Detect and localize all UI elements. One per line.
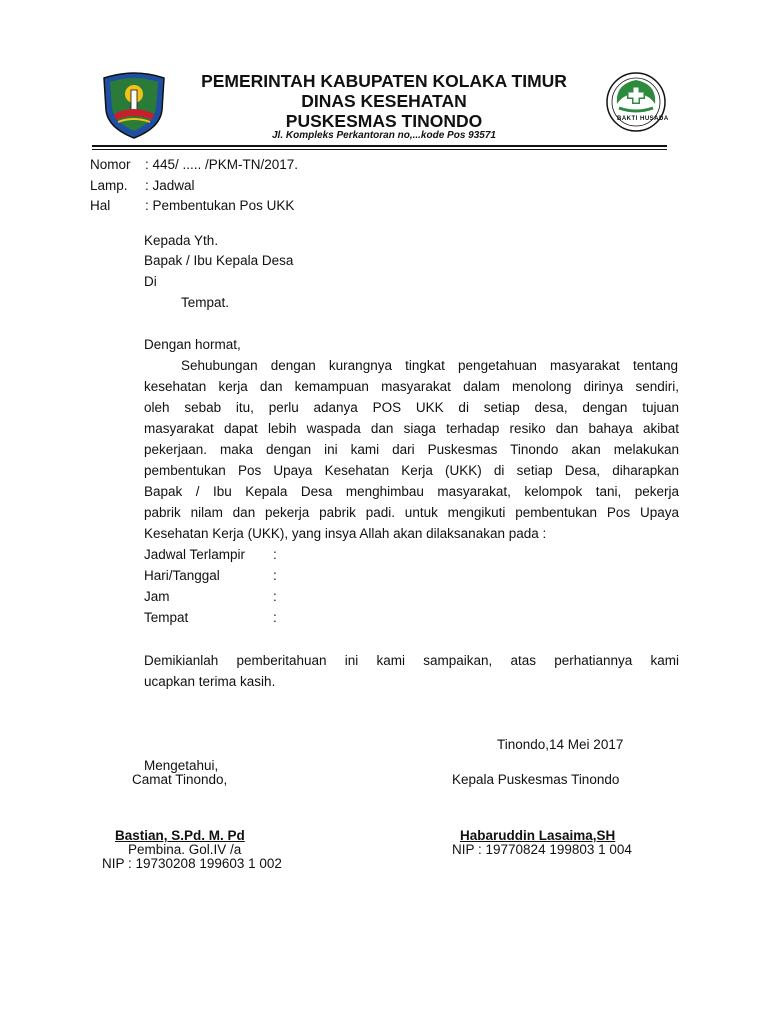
lamp-label: Lamp. [90,178,128,193]
lamp-value: : Jadwal [145,178,195,193]
recipient-line-2: Bapak / Ibu Kepala Desa [144,253,294,268]
nomor-label: Nomor [90,157,131,172]
schedule-tempat-colon: : [273,610,277,625]
mengetahui-label: Mengetahui, [144,758,219,773]
letterhead-address: Jl. Kompleks Perkantoran no,...kode Pos 93571 [272,130,496,141]
closing-line-1: Demikianlah pemberitahuan ini kami sampaikan, atas perhatiannya kami [144,653,679,668]
right-signatory-nip: NIP : 19770824 199803 1 004 [452,842,632,857]
recipient-line-4: Tempat. [181,295,230,310]
body-line-5: pekerjaan. maka dengan ini kami dari Puskesmas Tinondo akan melakukan [144,442,679,457]
body-line-6: pembentukan Pos Upaya Kesehatan Kerja (UKK) di setiap Desa, diharapkan [144,463,679,478]
schedule-jam-label: Jam [144,589,170,604]
letterhead-line-3: PUSKESMAS TINONDO [285,111,483,131]
schedule-tempat-label: Tempat [144,610,189,625]
left-signatory-title: Camat Tinondo, [132,772,228,787]
recipient-line-1: Kepada Yth. [144,233,219,248]
nomor-value: : 445/ ..... /PKM-TN/2017. [145,157,299,172]
letterhead-line-2: DINAS KESEHATAN [301,91,467,111]
greeting: Dengan hormat, [144,337,241,352]
body-line-3: oleh sebab itu, perlu adanya POS UKK di setiap desa, dengan tujuan [144,400,679,415]
body-line-7: Bapak / Ibu Kepala Desa menghimbau masyarakat, kelompok tani, pekerja [144,484,679,499]
left-signatory-name: Bastian, S.Pd. M. Pd [115,828,245,843]
body-line-8: pabrik nilam dan pekerja pabrik padi. untuk mengikuti pembentukan Pos Upaya [144,505,679,520]
schedule-jadwal-colon: : [273,547,277,562]
schedule-jam-colon: : [273,589,277,604]
schedule-jadwal-label: Jadwal Terlampir [144,547,246,562]
recipient-line-3: Di [144,274,157,289]
right-signatory-name: Habaruddin Lasaima,SH [460,828,616,843]
left-signatory-rank: Pembina. Gol.IV /a [128,842,242,857]
schedule-hari-colon: : [273,568,277,583]
letterhead-rule-thin [92,149,667,150]
hal-label: Hal [90,198,111,213]
closing-line-2: ucapkan terima kasih. [144,674,276,689]
body-line-9: Kesehatan Kerja (UKK), yang insya Allah akan dilaksanakan pada : [144,526,547,541]
schedule-hari-label: Hari/Tanggal [144,568,220,583]
letterhead-rule-thick [92,145,667,147]
body-line-4: masyarakat dapat lebih waspada dan siaga terhadap resiko dan bahaya akibat [144,421,679,436]
right-signatory-title: Kepala Puskesmas Tinondo [452,772,620,787]
left-signatory-nip: NIP : 19730208 199603 1 002 [102,856,282,871]
letterhead-line-1: PEMERINTAH KABUPATEN KOLAKA TIMUR [201,71,567,91]
bakti-husada-logo-text: BAKTI HUSADA [617,116,669,122]
hal-value: : Pembentukan Pos UKK [145,198,295,213]
place-date: Tinondo,14 Mei 2017 [497,737,624,752]
body-line-1: Sehubungan dengan kurangnya tingkat pengetahuan masyarakat tentang [181,358,678,373]
body-line-2: kesehatan kerja dan kemampuan masyarakat dalam menolong dirinya sendiri, [144,379,679,394]
